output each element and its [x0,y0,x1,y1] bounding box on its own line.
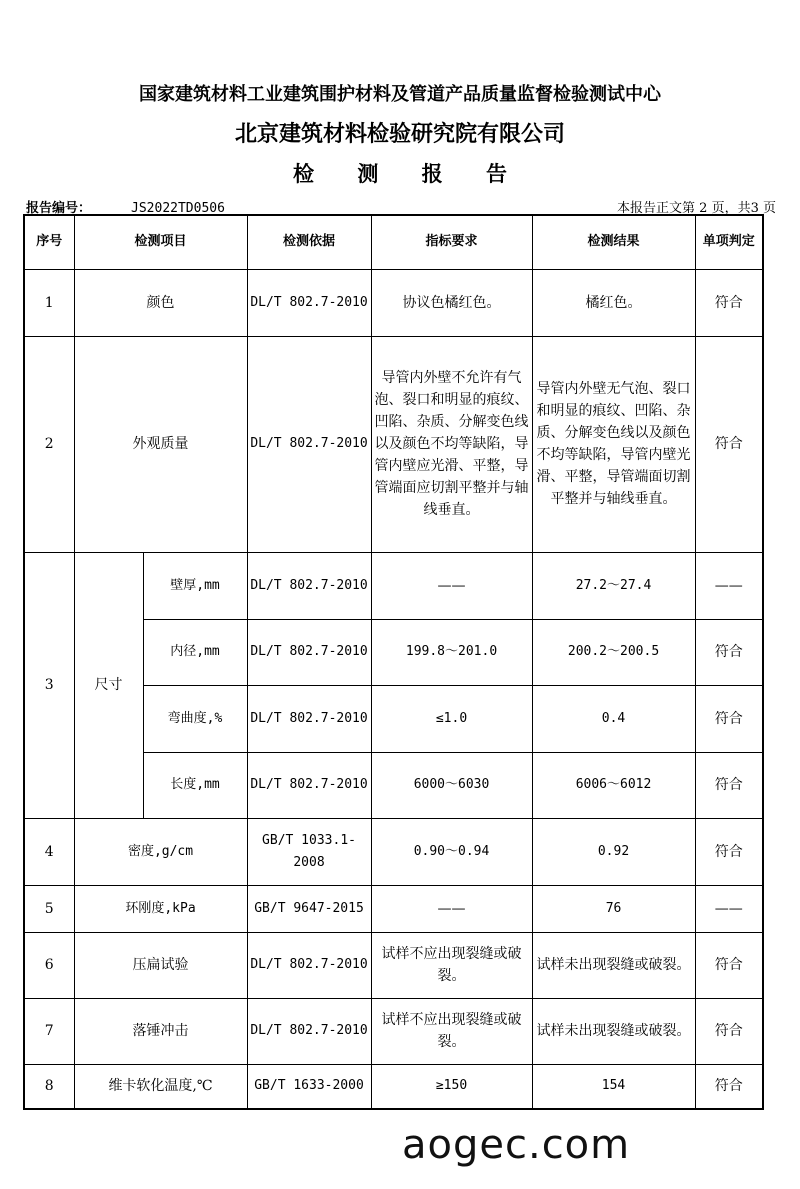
cell-requirement: ≤1.0 [371,685,532,752]
cell-requirement: 导管内外壁不允许有气泡、裂口和明显的痕纹、凹陷、杂质、分解变色线以及颜色不均等缺陷，导管内壁应光滑、平整，导管端面应切割平整并与轴线垂直。 [371,336,532,552]
header-no: 序号 [24,215,74,269]
cell-result: 试样未出现裂缝或破裂。 [532,932,695,998]
header-basis: 检测依据 [247,215,371,269]
cell-no: 8 [24,1064,74,1109]
cell-result: 试样未出现裂缝或破裂。 [532,998,695,1064]
cell-item: 密度,g/cm [74,818,247,885]
cell-verdict: —— [695,552,763,619]
cell-no: 2 [24,336,74,552]
table-header-row [24,215,763,269]
cell-basis: GB/T 1633-2000 [247,1064,371,1109]
cell-item: 压扁试验 [74,932,247,998]
test-results-table [23,214,764,1110]
page-info: 本报告正文第 2 页，共3 页 [617,201,776,216]
header-item: 检测项目 [74,215,247,269]
cell-requirement: 试样不应出现裂缝或破裂。 [371,998,532,1064]
cell-verdict: 符合 [695,1064,763,1109]
cell-requirement: —— [371,885,532,932]
header-result: 检测结果 [532,215,695,269]
header-verdict: 单项判定 [695,215,763,269]
cell-subitem: 内径,mm [143,619,247,685]
cell-verdict: 符合 [695,685,763,752]
cell-verdict: 符合 [695,818,763,885]
cell-result: 200.2～200.5 [532,619,695,685]
cell-result: 154 [532,1064,695,1109]
table-row [24,552,763,619]
cell-subitem: 弯曲度,% [143,685,247,752]
cell-subitem: 壁厚,mm [143,552,247,619]
table-row [24,818,763,885]
table-row [24,885,763,932]
cell-no: 5 [24,885,74,932]
cell-item: 外观质量 [74,336,247,552]
table-row [24,1064,763,1109]
cell-result: 橘红色。 [532,269,695,336]
cell-subitem: 长度,mm [143,752,247,818]
cell-basis: GB/T 9647-2015 [247,885,371,932]
table-row [24,932,763,998]
cell-item: 颜色 [74,269,247,336]
cell-basis: DL/T 802.7-2010 [247,752,371,818]
cell-basis: DL/T 802.7-2010 [247,269,371,336]
cell-basis: DL/T 802.7-2010 [247,932,371,998]
cell-verdict: 符合 [695,336,763,552]
cell-item: 落锤冲击 [74,998,247,1064]
org-line: 国家建筑材料工业建筑围护材料及管道产品质量监督检验测试中心 [139,84,661,105]
cell-requirement: 协议色橘红色。 [371,269,532,336]
table-row [24,998,763,1064]
cell-basis: DL/T 802.7-2010 [247,336,371,552]
company-name: 北京建筑材料检验研究院有限公司 [234,122,565,147]
cell-no: 1 [24,269,74,336]
cell-result: 76 [532,885,695,932]
cell-verdict: 符合 [695,619,763,685]
cell-result: 0.92 [532,818,695,885]
cell-verdict: 符合 [695,998,763,1064]
cell-item: 维卡软化温度,℃ [74,1064,247,1109]
cell-group: 尺寸 [74,552,143,818]
cell-requirement: 试样不应出现裂缝或破裂。 [371,932,532,998]
cell-item: 环刚度,kPa [74,885,247,932]
cell-requirement: 0.90～0.94 [371,818,532,885]
cell-verdict: 符合 [695,752,763,818]
cell-basis: DL/T 802.7-2010 [247,685,371,752]
cell-basis: DL/T 802.7-2010 [247,619,371,685]
cell-requirement: —— [371,552,532,619]
cell-basis: GB/T 1033.1-2008 [247,818,371,885]
cell-requirement: 199.8～201.0 [371,619,532,685]
cell-basis: DL/T 802.7-2010 [247,998,371,1064]
table-row [24,336,763,552]
cell-no: 3 [24,552,74,818]
report-number-value: JS2022TD0506 [131,201,225,216]
cell-verdict: 符合 [695,932,763,998]
report-number-label: 报告编号： [26,201,92,216]
cell-no: 4 [24,818,74,885]
cell-no: 7 [24,998,74,1064]
watermark-text: aogec.com [402,1122,631,1168]
cell-verdict: —— [695,885,763,932]
header-requirement: 指标要求 [371,215,532,269]
cell-result: 27.2～27.4 [532,552,695,619]
cell-verdict: 符合 [695,269,763,336]
cell-no: 6 [24,932,74,998]
cell-result: 6006～6012 [532,752,695,818]
cell-result: 0.4 [532,685,695,752]
cell-requirement: 6000～6030 [371,752,532,818]
cell-basis: DL/T 802.7-2010 [247,552,371,619]
document-title: 检 测 报 告 [293,162,525,186]
cell-requirement: ≥150 [371,1064,532,1109]
cell-result: 导管内外壁无气泡、裂口和明显的痕纹、凹陷、杂质、分解变色线以及颜色不均等缺陷，导管内壁光滑、平整，导管端面切割平整并与轴线垂直。 [532,336,695,552]
table-row [24,269,763,336]
